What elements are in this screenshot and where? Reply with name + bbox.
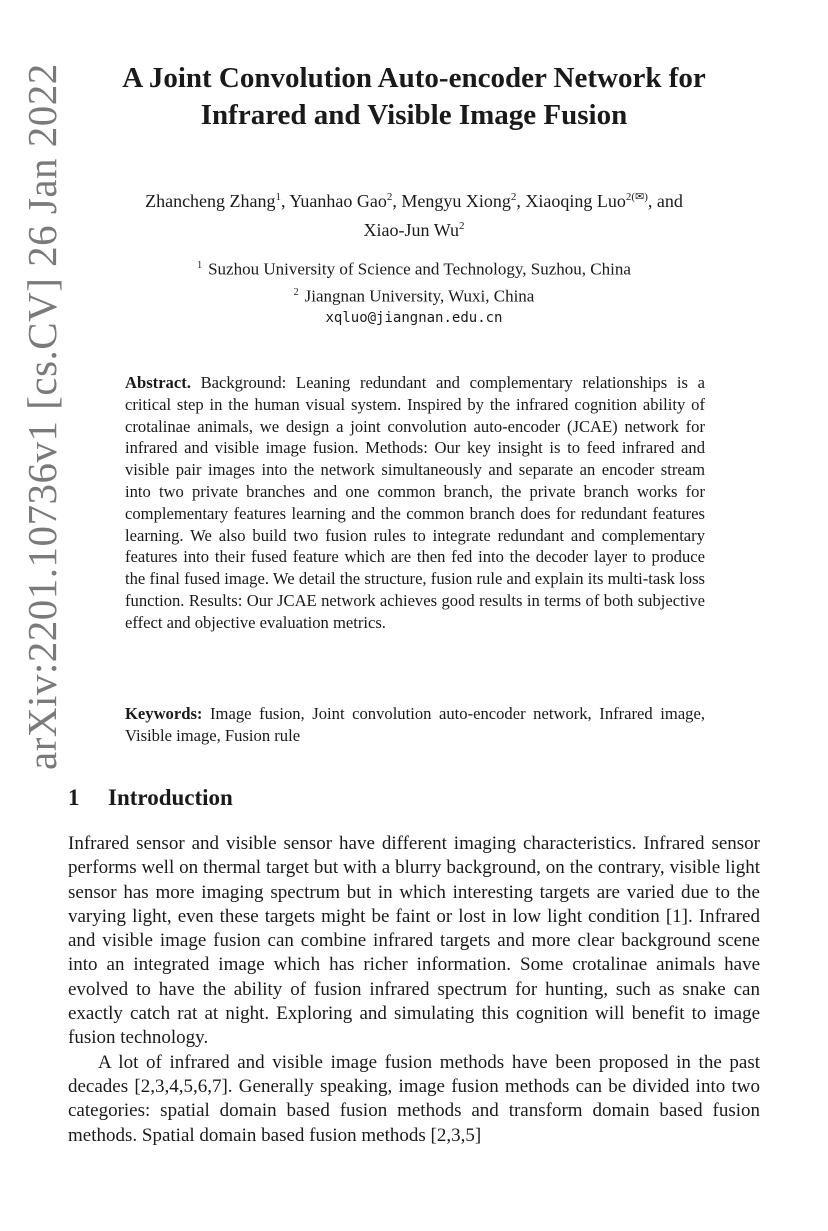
affiliation-2 xyxy=(70,281,758,308)
author-line-2 xyxy=(70,214,758,243)
paper-title xyxy=(70,60,758,134)
abstract-label: Abstract. xyxy=(125,373,191,392)
arxiv-id: arXiv:2201.10736v1 [cs.CV] 26 Jan 2022 xyxy=(19,63,65,770)
author-affil-mark: 2(✉) xyxy=(625,191,648,203)
section-number: 1 xyxy=(68,785,80,810)
abstract xyxy=(125,372,705,634)
author-name: Yuanhao Gao xyxy=(289,191,387,211)
author-name: Mengyu Xiong xyxy=(401,191,511,211)
section-heading xyxy=(68,783,758,813)
affiliation-1 xyxy=(70,254,758,281)
author-conjunction: , and xyxy=(647,191,683,211)
section-title: Introduction xyxy=(108,785,233,810)
author-affil-mark: 2 xyxy=(386,191,393,203)
abstract-text: Background: Leaning redundant and complementary relationships is a critical step in the human visual system. Inspired by the infrared cognition ability of crotalinae animals, we design a joint convolution auto-encoder (JCAE) network for infrared and visible image fusion. Methods: Our key insight is to feed infrared and visible pair images into the network simultaneously and separate an encoder stream into two private branches and one common branch, the private branch works for complementary features learning and the common branch does for redundant features learning. We also build two fusion rules to integrate redundant and complementary features into their fused feature which are then fed into the decoder layer to produce the final fused image. We detail the structure, fusion rule and explain its multi-task loss function. Results: Our JCAE network achieves good results in terms of both subjective effect and objective evaluation metrics. xyxy=(125,373,705,632)
author-name: Xiao-Jun Wu xyxy=(363,220,459,240)
paragraph: A lot of infrared and visible image fusion methods have been proposed in the past decades [2,3,4,5,6,7]. Generally speaking, image fusion methods can be divided into two categories: spatial domain based fusion methods and transform domain based fusion methods. Spatial domain based fusion methods [2,3,5] xyxy=(68,1051,760,1146)
title-line-2: Infrared and Visible Image Fusion xyxy=(200,99,628,131)
author-line-1: Zhancheng Zhang$^1$, Yuanhao Gao$^2$, Mengyu Xiong$^2$, Xiaoqing Luo$^{2(✉)}$, and xyxy=(145,191,683,211)
author-affil-mark: 1 xyxy=(275,191,282,203)
keywords xyxy=(125,703,705,747)
keywords-label: Keywords: xyxy=(125,704,203,723)
author-name: Xiaoqing Luo xyxy=(525,191,626,211)
affiliation-mark: 2 xyxy=(293,286,299,298)
author-affil-mark: 2 xyxy=(458,220,465,232)
affiliations xyxy=(70,254,758,330)
author-affil-mark: 2 xyxy=(510,191,517,203)
title-line-1: A Joint Convolution Auto-encoder Network for xyxy=(122,62,706,94)
author-name: Zhancheng Zhang xyxy=(145,191,276,211)
affiliation-mark: 1 xyxy=(197,260,203,271)
contact-email: xqluo@jiangnan.edu.cn xyxy=(325,310,503,327)
body-text xyxy=(68,832,760,1148)
affiliation-text: Jiangnan University, Wuxi, China xyxy=(304,286,535,306)
paragraph: Infrared sensor and visible sensor have different imaging characteristics. Infrared sensor performs well on thermal target but with a blurry background, on the contrary, visible light sensor has more imaging spectrum but in which interesting targets are varied due to the varying light, even these targets might be faint or lost in low light condition [1]. Infrared and visible image fusion can combine infrared targets and more clear background scene into an integrated image which has richer information. Some crotalinae animals have evolved to have the ability of fusion infrared spectrum for hunting, such as snake can exactly catch rat at night. Exploring and simulating this cognition will benefit to image fusion technology. xyxy=(68,833,760,1049)
author-list xyxy=(70,185,758,243)
keywords-text: Image fusion, Joint convolution auto-encoder network, Infrared image, Visible image, Fusion rule xyxy=(125,704,705,745)
affiliation-text: Suzhou University of Science and Technology, Suzhou, China xyxy=(208,259,631,279)
